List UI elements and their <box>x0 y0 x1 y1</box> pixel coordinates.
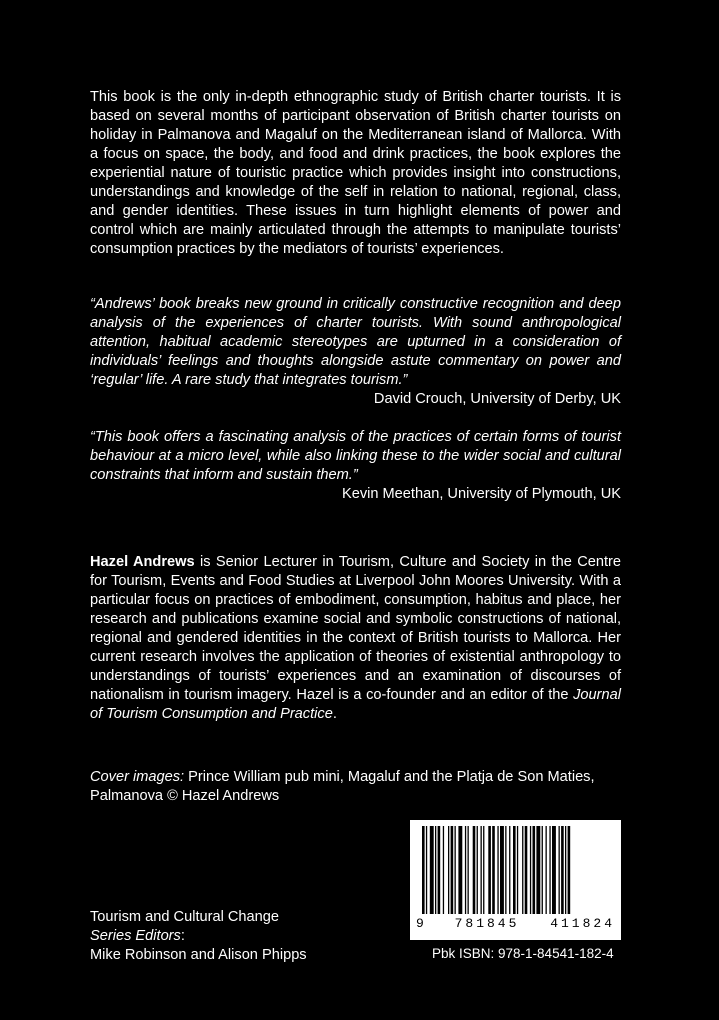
barcode-digit-group: 9 <box>416 916 424 931</box>
quote-attribution: Kevin Meethan, University of Plymouth, UK <box>341 486 621 502</box>
series-info <box>90 908 307 965</box>
quote-text: “Andrews’ book breaks new ground in critically constructive recognition and deep analysis of the experiences of charter tourists. With sound anthropological attention, habitual academic stereotypes are upturned in a consideration of individuals’ feelings and thoughts alongside astute commentary on power and ‘regular’ life. A rare study that integrates tourism.” <box>90 296 621 388</box>
barcode-digits <box>410 916 621 936</box>
isbn-label: Pbk ISBN: 978-1-84541-182-4 <box>432 946 614 961</box>
author-bio-text: is Senior Lecturer in Tourism, Culture and Society in the Centre for Tourism, Events and Food Studies at Liverpool John Moores University. With a particular focus on practices of embodiment, consumption, habitus and place, her research and publications examine social and symbolic constructions of national, regional and gendered identities in the context of British tourists to Mallorca. Her current research involves the application of theories of existential anthropology to understandings of tourists’ experiences and an examination of discourses of nationalism in tourism imagery. Hazel is a co-founder and an editor of the <box>90 554 621 703</box>
endorsement-quote-2 <box>90 428 621 504</box>
quote-attribution: David Crouch, University of Derby, UK <box>373 391 621 407</box>
barcode-bar <box>448 826 449 914</box>
barcode-bar <box>536 826 540 914</box>
barcode-bar <box>451 826 454 914</box>
barcode-bar <box>492 826 495 914</box>
barcode-bar <box>473 826 476 914</box>
series-editors-line <box>90 927 307 946</box>
barcode-digit-group: 781845 <box>454 916 520 931</box>
barcode-bar <box>468 826 469 914</box>
barcode-bar <box>549 826 550 914</box>
barcode-bar <box>530 826 531 914</box>
author-bio <box>90 553 621 724</box>
author-name: Hazel Andrews <box>90 554 195 570</box>
barcode-bar <box>559 826 560 914</box>
barcode-bar <box>458 826 462 914</box>
isbn-barcode <box>410 820 621 940</box>
quote-text: “This book offers a fascinating analysis of the practices of certain forms of tourist behaviour at a micro level, while also linking these to the wider social and cultural constraints that inform and sustain them.” <box>90 429 621 483</box>
barcode-bar <box>517 826 518 914</box>
barcode-bar <box>477 826 478 914</box>
barcode-bar <box>561 826 564 914</box>
barcode-bar <box>509 826 510 914</box>
barcode-bar <box>443 826 444 914</box>
barcode-bar <box>488 826 491 914</box>
barcode-bar <box>513 826 516 914</box>
barcode-digit-group: 411824 <box>550 916 615 931</box>
barcode-bar <box>565 826 566 914</box>
series-editors-label: Series Editors <box>90 928 181 944</box>
barcode-bar <box>505 826 506 914</box>
endorsement-quote-1 <box>90 295 621 409</box>
barcode-bar <box>426 826 427 914</box>
barcode-bar <box>455 826 456 914</box>
barcode-bar <box>525 826 528 914</box>
barcode-bar <box>422 826 425 914</box>
cover-images-credit <box>90 768 621 806</box>
barcode-bar <box>552 826 556 914</box>
barcode-bar <box>430 826 434 914</box>
series-editors: Mike Robinson and Alison Phipps <box>90 947 307 963</box>
barcode-bar <box>481 826 482 914</box>
barcode-bar <box>435 826 436 914</box>
barcode-bars <box>410 820 621 916</box>
barcode-bar <box>500 826 504 914</box>
barcode-bar <box>522 826 523 914</box>
journal-title: Journal of Tourism Consumption and Practice <box>90 687 621 722</box>
barcode-bar <box>568 826 571 914</box>
barcode-bar <box>465 826 466 914</box>
barcode-bar <box>533 826 536 914</box>
barcode-bar <box>546 826 547 914</box>
barcode-bar <box>438 826 441 914</box>
author-bio-end: . <box>332 706 337 722</box>
barcode-bar <box>483 826 484 914</box>
barcode-bar <box>497 826 498 914</box>
book-blurb: This book is the only in-depth ethnographic study of British charter tourists. It is based on several months of participant observation of British charter tourists on holiday in Palmanova and Magaluf on the Mediterranean island of Mallorca. With a focus on space, the body, and food and drink practices, the book explores the experiential nature of touristic practice which provides insight into constructions, understandings and knowledge of the self in relation to national, regional, class, and gender identities. These issues in turn highlight elements of power and control which are mainly articulated through the attempts to manipulate tourists’ consumption practices by the mediators of tourists’ experiences. <box>90 89 621 257</box>
series-title: Tourism and Cultural Change <box>90 909 280 925</box>
series-editors-colon: : <box>180 928 185 944</box>
barcode-bar <box>542 826 543 914</box>
cover-images-label: Cover images: <box>90 769 185 785</box>
cover-images-text: Prince William pub mini, Magaluf and the Platja de Son Maties, Palmanova © Hazel Andrews <box>90 769 595 804</box>
